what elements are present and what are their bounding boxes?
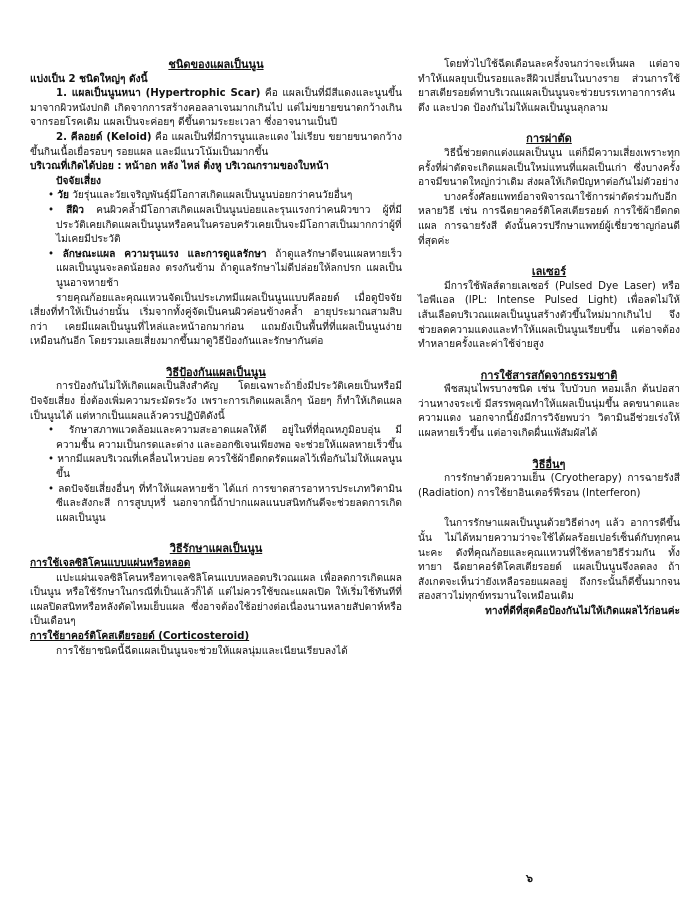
type2-text: คือ แผลเป็นที่มีการนูนและแดง ไม่เรียบ ขยายขนาดกว้างขึ้นกินเนื้อเยื่อรอบๆ รอยแผล และมีแนวโน้มเป็นมากขึ้น xyxy=(30,131,402,158)
risk-skin-label: สีผิว xyxy=(66,204,85,216)
risk-paragraph: รายคุณก้อยและคุณแหวนจัดเป็นประเภทมีแผลเป็นนูนแบบคีลอยด์ เมื่อดูปัจจัยเสี่ยงที่ทำให้เป็นง่ายนั้น เริ่มจากทั้งคู่จัดเป็นคนผิวค่อนข้างคล้ำ อายุประมาณสามสิบกว่า เคยมีแผลเป็นนูนที่ไหล่และหน้าอกมาก่อน แถมยังเป็นพื้นที่ที่แผลเป็นนูนง่ายเหมือนกันอีก โดยรวมเลยเสี่ยงมากขึ้นมาดูวิธีป้องกันและรักษากันต่อ xyxy=(30,292,402,348)
prevention-item-2: • หากมีแผลบริเวณที่เคลื่อนไหวบ่อย ควรใช้ผ้ายืดกดรัดแผลไว้เพื่อกันไม่ให้แผลนูนขึ้น xyxy=(48,454,403,481)
prevention-paragraph: การป้องกันไม่ให้เกิดแผลเป็นสิ่งสำคัญ โดยเฉพาะถ้ายิ่งมีประวัติเคยเป็นหรือมีปัจจัยเสี่ยง ยิ่งต้องเพิ่มความระมัดระวัง เพราะการเกิดแผลเล็กๆ น้อยๆ ก็ทำให้เกิดแผลเป็นนูนได้ แต่หากเป็นแผลแล้วควรปฏิบัติดังนี้ xyxy=(30,381,402,422)
type1-paragraph xyxy=(30,87,402,131)
laser-text: มีการใช้พัลส์ดายเลเซอร์ (Pulsed Dye Laser) หรือไอพีแอล (IPL: Intense Pulsed Light) เพื่อลดไม่ให้เส้นเลือดบริเวณแผลเป็นนูนสร้างตัวขึ้นใหม่มากเกินไป จึงช่วยลดความแดงและทำให้แผลเป็นนูนเรียบขึ้น แต่อาจต้องทำหลายครั้งและค่าใช้จ่ายสูง xyxy=(418,280,680,351)
risk-wound-text: ถ้าดูแลรักษาดีจนแผลหายเร็ว แผลเป็นนูนจะลดน้อยลง ตรงกันข้าม ถ้าดูแลรักษาไม่ดีปล่อยให้ลกปรก แผลเป็นนูนอาจหายช้า xyxy=(56,248,402,289)
page-number: ๖ xyxy=(526,872,533,885)
risk-age-text: วัยรุ่นและวัยเจริญพันธุ์มีโอกาสเกิดแผลเป็นนูนบ่อยกว่าคนวัยอื่นๆ xyxy=(72,190,353,202)
surgery-text-1: วิธีนี้ช่วยตกแต่งแผลเป็นนูน แต่ก็มีความเสี่ยงเพราะทุกครั้งที่ผ่าตัดจะเกิดแผลเป็นใหม่แทนที่แผลเป็นเก่า ซึ่งบางครั้งอาจมีขนาดใหญ่กว่าเดิม ส่งผลให้เกิดปัญหาต่อกันไม่ตัวอย่าง xyxy=(418,147,680,189)
herbal-text: พืชสมุนไพรบางชนิด เช่น ใบบัวบก หอมเล็ก ต้นปอสา ว่านหางจระเข้ มีสรรพคุณทำให้แผลเป็นนุ่มขึ้น ลดขนาดและความแดง นอกจากนี้ยังมีการวิจัยพบว่า วิตามินอีช่วยเร่งให้แผลหายเร็วขึ้น แต่อาจเกิดผื่นแพ้สัมผัสได้ xyxy=(418,384,680,440)
risk-age-label: วัย xyxy=(57,190,69,202)
types-intro: แบ่งเป็น 2 ชนิดใหญ่ๆ ดังนี้ xyxy=(30,73,148,85)
gel-title: การใช้เจลซิลิโคนแบบแผ่นหรือหลอด xyxy=(30,558,191,569)
type1-title: 1. แผลเป็นนูนหนา (Hypertrophic Scar) xyxy=(56,88,261,100)
other-text: การรักษาด้วยความเย็น (Cryotherapy) การฉายรังสี (Radiation) การใช้ยาอินเตอร์ฟีรอน (Interferon) xyxy=(418,473,680,499)
prevention-item-3-text: ลดปัจจัยเสี่ยงอื่นๆ ที่ทำให้แผลหายช้า ได้แก่ การขาดสารอาหารประเภทวิตามินซีและสังกะสี การสูบบุหรี่ นอกจากนี้ถ้าปากแผลแนบสนิทกันดีจะช่วยลดการเกิดแผลเป็นนูน xyxy=(56,483,402,524)
risk-skin-text: คนผิวคล้ำมีโอกาสเกิดแผลเป็นนูนบ่อยและรุนแรงกว่าคนผิวขาว ผู้ที่มีประวัติเคยเกิดแผลเป็นนูนหรือคนในครอบครัวเคยเป็นจะมีโอกาสเป็นมากกว่าผู้ที่ไม่เคยมีประวัติ xyxy=(56,204,402,246)
risk-wound-label: ลักษณะแผล ความรุนแรง และการดูแลรักษา xyxy=(62,248,267,260)
prevention-item-1-text: รักษาสภาพแวดล้อมและความสะอาดแผลให้ดี อยู่ในที่ที่อุณหภูมิอบอุ่น มีความชื้น ความเป็นกรดและด่าง และออกซิเจนเพียงพอ จะช่วยให้แผลหายเร็วขึ้น xyxy=(56,425,402,451)
steroid-text: การใช้ยาชนิดนี้ฉีดแผลเป็นนูนจะช่วยให้แผลนุ่มและเนียนเรียบลงได้ xyxy=(56,645,348,657)
type2-paragraph xyxy=(30,131,402,160)
common-sites: บริเวณที่เกิดได้บ่อย : หน้าอก หลัง ไหล่ ติ่งหู บริเวณกรามของใบหน้า xyxy=(30,161,329,173)
surgery-text-2: บางครั้งศัลยแพทย์อาจพิจารณาใช้การผ่าตัดร่วมกับอีกหลายวิธี เช่น การฉีดยาคอร์ติโคสเตียรอยด์ การใช้ผ้ายืดกดแผล การฉายรังสี ดังนั้นควรปรึกษาแพทย์ผู้เชี่ยวชาญก่อนดีที่สุดค่ะ xyxy=(418,191,680,247)
prevention-item-2-text: หากมีแผลบริเวณที่เคลื่อนไหวบ่อย ควรใช้ผ้ายืดกดรัดแผลไว้เพื่อกันไม่ให้แผลนูนขึ้น xyxy=(56,454,403,481)
section-title-treatment: วิธีรักษาแผลเป็นนูน xyxy=(169,542,263,556)
risk-skin: • สีผิว คนผิวคล้ำมีโอกาสเกิดแผลเป็นนูนบ่อยและรุนแรงกว่าคนผิวขาว ผู้ที่มีประวัติเคยเกิดแผลเป็นนูนหรือคนในครอบครัวเคยเป็นจะมีโอกาสเป็นมากกว่าผู้ที่ไม่เคยมีประวัติ xyxy=(48,204,402,246)
left-column xyxy=(30,58,402,659)
section-title-laser: เลเซอร์ xyxy=(531,265,567,279)
steroid-continued: โดยทั่วไปใช้ฉีดเดือนละครั้งจนกว่าจะเห็นผล แต่อาจทำให้แผลยุบเป็นรอยและสีผิวเปลี่ยนในบางราย ส่วนการใช้ยาสเตียรอยด์ทาบริเวณแผลเป็นนูนจะช่วยบรรเทาอาการคัน ตึง และปวด ป้องกันไม่ให้แผลเป็นนูนลุกลาม xyxy=(418,59,680,114)
right-column xyxy=(418,58,680,620)
section-title-prevention: วิธีป้องกันแผลเป็นนูน xyxy=(166,365,266,379)
section-title-other: วิธีอื่นๆ xyxy=(532,457,566,471)
prevention-item-1: • รักษาสภาพแวดล้อมและความสะอาดแผลให้ดี อยู่ในที่ที่อุณหภูมิอบอุ่น มีความชื้น ความเป็นกรดและด่าง และออกซิเจนเพียงพอ จะช่วยให้แผลหายเร็วขึ้น xyxy=(48,425,402,451)
type1-text: คือ แผลเป็นที่มีสีแดงและนูนขึ้นมาจากผิวหนังปกติ เกิดจากการสร้างคอลลาเจนมากเกินไป แต่ไม่ขยายขนาดกว้างเกินจากรอยโรคเดิม แผลเป็นจะค่อยๆ ดีขึ้นตามระยะเวลา ซึ่งอาจนานเป็นปี xyxy=(30,88,402,129)
risk-title: ปัจจัยเสี่ยง xyxy=(56,175,102,187)
type2-title: 2. คีลอยด์ (Keloid) xyxy=(56,131,152,143)
steroid-title: การใช้ยาคอร์ติโคสเตียรอยด์ (Corticosteroid) xyxy=(30,630,250,642)
gel-text: แปะแผ่นเจลซิลิโคนหรือทาเจลซิลิโคนแบบหลอดบริเวณแผล เพื่อลดการเกิดแผลเป็นนูน หรือใช้รักษาในกรณีที่เป็นแล้วก็ได้ แต่ไม่ควรใช้ขณะแผลเปิด ให้เริ่มใช้ทันทีที่แผลปิดสนิทหรือหลังตัดไหมเย็บแผล ซึ่งอาจต้องใช้อย่างต่อเนื่องนานหลายสัปดาห์หรือเป็นเดือนๆ xyxy=(30,572,402,628)
section-title-herbal: การใช้สารสกัดจากธรรมชาติ xyxy=(480,368,618,382)
risk-age: • วัย วัยรุ่นและวัยเจริญพันธุ์มีโอกาสเกิดแผลเป็นนูนบ่อยกว่าคนวัยอื่นๆ xyxy=(48,190,353,202)
closing-line: ทางที่ดีที่สุดคือป้องกันไม่ให้เกิดแผลไว้ก่อนค่ะ xyxy=(485,606,680,617)
section-title-types: ชนิดของแผลเป็นนูน xyxy=(168,58,264,71)
section-title-surgery: การผ่าตัด xyxy=(526,132,572,146)
summary-text: ในการรักษาแผลเป็นนูนด้วยวิธีต่างๆ แล้ว อาการดีขึ้นนั้น ไม่ได้หมายความว่าจะใช้ได้ผลร้อยเปอร์เซ็นต์กับทุกคนนะคะ ดังที่คุณก้อยและคุณแหวนที่ใช้หลายวิธีร่วมกัน ทั้งทายา ฉีดยาคอร์ติโคสเตียรอยด์ แผลเป็นนูนจึงลดลง ถ้าสังเกตจะเห็นว่ายังเหลือรอยแผลอยู่ ถึงกระนั้นก็ดีขึ้นมากจนสองสาวไม่ทุกข์ทรมานใจเหมือนเดิม xyxy=(418,518,680,603)
prevention-item-3: • ลดปัจจัยเสี่ยงอื่นๆ ที่ทำให้แผลหายช้า ได้แก่ การขาดสารอาหารประเภทวิตามินซีและสังกะสี การสูบบุหรี่ นอกจากนี้ถ้าปากแผลแนบสนิทกันดีจะช่วยลดการเกิดแผลเป็นนูน xyxy=(48,483,402,524)
risk-wound: • ลักษณะแผล ความรุนแรง และการดูแลรักษา ถ้าดูแลรักษาดีจนแผลหายเร็ว แผลเป็นนูนจะลดน้อยลง ตรงกันข้าม ถ้าดูแลรักษาไม่ดีปล่อยให้ลกปรก แผลเป็นนูนอาจหายช้า xyxy=(48,248,402,289)
